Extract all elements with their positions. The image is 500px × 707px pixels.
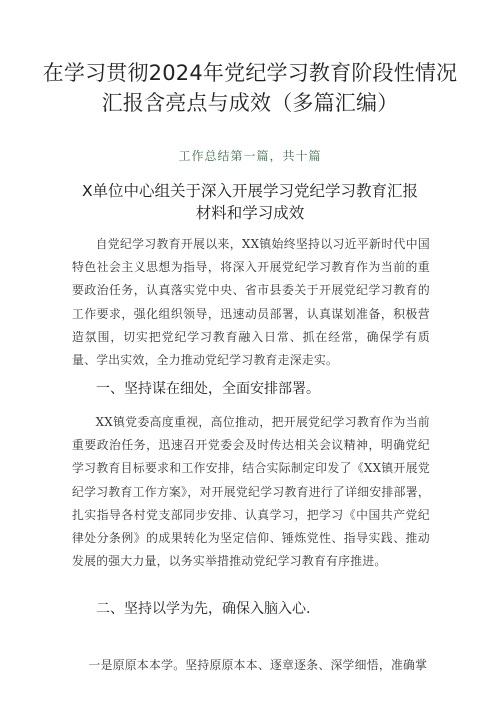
section-title-1: 一、坚持谋在细处，全面安排部署。: [96, 381, 320, 397]
document-title: 在学习贯彻2024年党纪学习教育阶段性情况汇报含亮点与成效（多篇汇编）: [42, 61, 458, 115]
section-heading: X单位中心组关于深入开展学习党纪学习教育汇报材料和学习成效: [81, 182, 419, 222]
document-subtitle: 工作总结第一篇，共十篇: [178, 149, 322, 163]
section-title-2: 二、坚持以学为先，确保入脑入心.: [96, 601, 311, 617]
body-paragraph-1: 自党纪学习教育开展以来，XX镇始终坚持以习近平新时代中国特色社会主义思想为指导，将深入开展党纪学习教育作为当前的重要政治任务，认真落实党中央、省市县委关于开展党纪学习教育的工作要求，强化组织领导，迅速动员部署，认真谋划准备，积极营造氛围，切实把党纪学习教育融入日常、抓在经常，确保学有质量、学出实效，全力推动党纪学习教育走深走实。: [72, 237, 430, 368]
body-paragraph-3: 一是原原本本学。坚持原原本本、逐章逐条、深学细悟，准确掌: [88, 658, 428, 672]
body-paragraph-2: XX镇党委高度重视，高位推动，把开展党纪学习教育作为当前重要政治任务，迅速召开党委会及时传达相关会议精神，明确党纪学习教育目标要求和工作安排，结合实际制定印发了《XX镇开展党纪学习教育工作方案》，对开展党纪学习教育进行了详细安排部署，扎实指导各村党支部同步安排、认真学习，把学习《中国共产党纪律处分条例》的成果转化为坚定信仰、锤炼党性、指导实践、推动发展的强大力量，以务实举措推动党纪学习教育有序推进。: [72, 415, 430, 569]
